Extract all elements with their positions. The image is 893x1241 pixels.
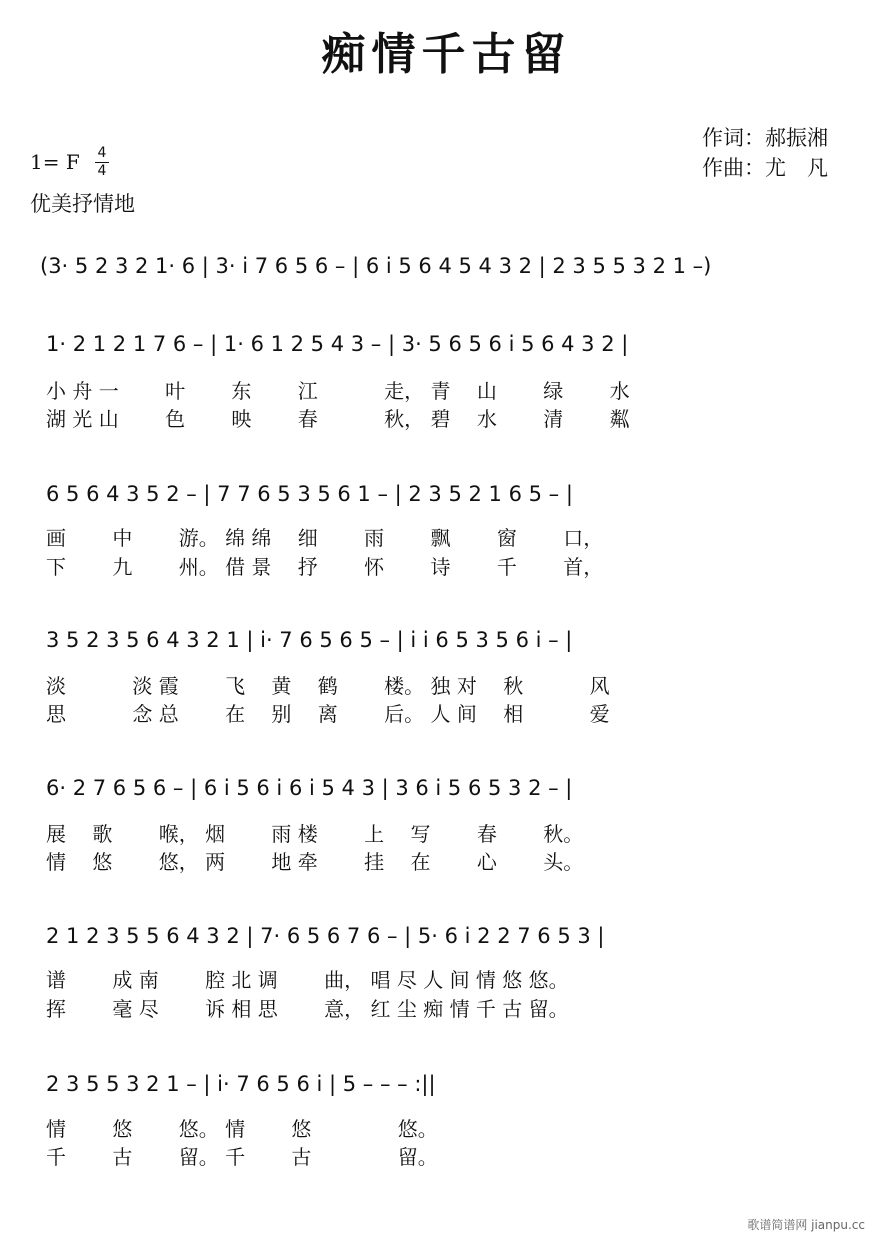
lyric-line: 小 舟 一 叶 东 江 走， 青 山 绿 水 [46,379,630,403]
lyric-line: 画 中 游。 绵 绵 细 雨 飘 窗 口， [46,526,604,550]
lyric-line: 挥 毫 尽 诉 相 思 意， 红 尘 痴 情 千 古 留。 [46,997,569,1021]
notation-line: 3 5 2 3 5 6 4 3 2 1 | i· 7 6 5 6 5 – | i i 6 5 3 5 6 i – | [46,628,573,652]
notation-line: 2 3 5 5 3 2 1 – | i· 7 6 5 6 i | 5 – – – :|| [46,1072,436,1096]
tempo-marking: 优美抒情地 [30,192,135,216]
lyric-line: 思 念 总 在 别 离 后。 人 间 相 爱 [46,702,610,726]
lyric-line: 下 九 州。 借 景 抒 怀 诗 千 首， [46,555,604,579]
notation-line: 6· 2 7 6 5 6 – | 6 i 5 6 i 6 i 5 4 3 | 3 6 i 5 6 5 3 2 – | [46,776,573,800]
lyric-line: 情 悠 悠， 两 地 牵 挂 在 心 头。 [46,850,584,874]
lyric-line: 谱 成 南 腔 北 调 曲， 唱 尽 人 间 情 悠 悠。 [46,968,569,992]
page-title: 痴情千古留 [321,29,572,80]
key-signature: 1= F [30,150,80,174]
lyric-line: 千 古 留。 千 古 留。 [46,1145,438,1169]
lyricist: 作词：郝振湘 [702,126,828,150]
composer: 作曲：尤 凡 [702,156,828,180]
notation-line: (3· 5 2 3 2 1· 6 | 3· i 7 6 5 6 – | 6 i 5 6 4 5 4 3 2 | 2 3 5 5 3 2 1 –) [40,254,712,278]
lyric-line: 湖 光 山 色 映 春 秋， 碧 水 清 粼 [46,407,630,431]
notation-line: 6 5 6 4 3 5 2 – | 7 7 6 5 3 5 6 1 – | 2 3 5 2 1 6 5 – | [46,482,573,506]
time-sig-top: 4 [97,145,107,161]
lyric-line: 情 悠 悠。 情 悠 悠。 [46,1117,438,1141]
notation-line: 1· 2 1 2 1 7 6 – | 1· 6 1 2 5 4 3 – | 3· 5 6 5 6 i 5 6 4 3 2 | [46,332,629,356]
time-signature [95,146,109,179]
notation-line: 2 1 2 3 5 5 6 4 3 2 | 7· 6 5 6 7 6 – | 5· 6 i 2 2 7 6 5 3 | [46,924,605,948]
lyric-line: 淡 淡 霞 飞 黄 鹤 楼。 独 对 秋 风 [46,674,610,698]
lyric-line: 展 歌 喉， 烟 雨 楼 上 写 春 秋。 [46,822,584,846]
time-sig-bottom: 4 [97,163,107,179]
watermark: 歌谱简谱网 jianpu.cc [747,1218,865,1232]
